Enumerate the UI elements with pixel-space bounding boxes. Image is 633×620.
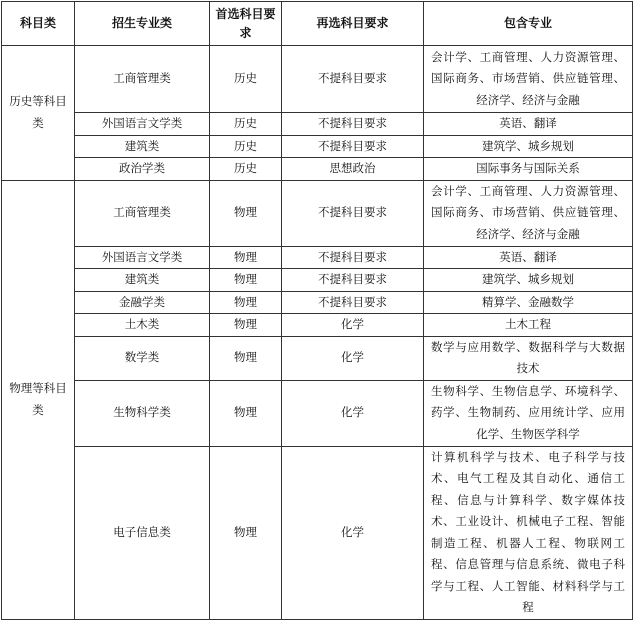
primary-subject-cell: 历史 [210,46,282,113]
secondary-subject-cell: 化学 [282,314,424,337]
table-row [2,314,633,337]
secondary-subject-cell: 不提科目要求 [282,246,424,269]
major-class-cell: 数学类 [75,336,210,380]
primary-subject-cell: 物理 [210,336,282,380]
table-row [2,180,633,246]
primary-subject-cell: 物理 [210,380,282,446]
primary-subject-cell: 历史 [210,113,282,136]
header-row [2,2,633,46]
header-primary-subject: 首选科目要求 [210,2,282,46]
table-row [2,336,633,380]
major-class-cell: 工商管理类 [75,180,210,246]
table-row [2,269,633,292]
header-category: 科目类 [2,2,75,46]
majors-cell: 英语、翻译 [424,246,633,269]
major-class-cell: 政治学类 [75,158,210,181]
table-row [2,158,633,181]
table-row [2,446,633,619]
majors-cell: 建筑学、城乡规划 [424,269,633,292]
table-row [2,291,633,314]
header-secondary-subject: 再选科目要求 [282,2,424,46]
subject-requirements-table [1,1,633,620]
table-row [2,135,633,158]
primary-subject-cell: 物理 [210,446,282,619]
table-row [2,380,633,446]
major-class-cell: 工商管理类 [75,46,210,113]
secondary-subject-cell: 不提科目要求 [282,180,424,246]
major-class-cell: 外国语言文学类 [75,246,210,269]
secondary-subject-cell: 化学 [282,380,424,446]
secondary-subject-cell: 不提科目要求 [282,46,424,113]
secondary-subject-cell: 化学 [282,446,424,619]
major-class-cell: 电子信息类 [75,446,210,619]
primary-subject-cell: 历史 [210,135,282,158]
majors-cell: 计算机科学与技术、电子科学与技术、电气工程及其自动化、通信工程、信息与计算科学、数字媒体技术、工业设计、机械电子工程、智能制造工程、机器人工程、物联网工程、信息管理与信息系统、微电子科学与工程、人工智能、材料科学与工程 [424,446,633,619]
major-class-cell: 土木类 [75,314,210,337]
primary-subject-cell: 物理 [210,269,282,292]
majors-cell: 建筑学、城乡规划 [424,135,633,158]
major-class-cell: 建筑类 [75,135,210,158]
primary-subject-cell: 历史 [210,158,282,181]
primary-subject-cell: 物理 [210,291,282,314]
majors-cell: 数学与应用数学、数据科学与大数据技术 [424,336,633,380]
category-cell: 历史等科目类 [2,46,75,181]
majors-cell: 会计学、工商管理、人力资源管理、国际商务、市场营销、供应链管理、经济学、经济与金融 [424,180,633,246]
majors-cell: 土木工程 [424,314,633,337]
primary-subject-cell: 物理 [210,246,282,269]
primary-subject-cell: 物理 [210,314,282,337]
header-included-majors: 包含专业 [424,2,633,46]
table-row [2,113,633,136]
table-row [2,46,633,113]
primary-subject-cell: 物理 [210,180,282,246]
secondary-subject-cell: 化学 [282,336,424,380]
major-class-cell: 建筑类 [75,269,210,292]
majors-cell: 会计学、工商管理、人力资源管理、国际商务、市场营销、供应链管理、经济学、经济与金融 [424,46,633,113]
major-class-cell: 生物科学类 [75,380,210,446]
secondary-subject-cell: 不提科目要求 [282,291,424,314]
secondary-subject-cell: 不提科目要求 [282,269,424,292]
majors-cell: 生物科学、生物信息学、环境科学、药学、生物制药、应用统计学、应用化学、生物医学科学 [424,380,633,446]
header-major-class: 招生专业类 [75,2,210,46]
major-class-cell: 金融学类 [75,291,210,314]
table-row [2,246,633,269]
major-class-cell: 外国语言文学类 [75,113,210,136]
category-cell: 物理等科目类 [2,180,75,619]
secondary-subject-cell: 不提科目要求 [282,113,424,136]
majors-cell: 精算学、金融数学 [424,291,633,314]
majors-cell: 英语、翻译 [424,113,633,136]
secondary-subject-cell: 思想政治 [282,158,424,181]
secondary-subject-cell: 不提科目要求 [282,135,424,158]
majors-cell: 国际事务与国际关系 [424,158,633,181]
